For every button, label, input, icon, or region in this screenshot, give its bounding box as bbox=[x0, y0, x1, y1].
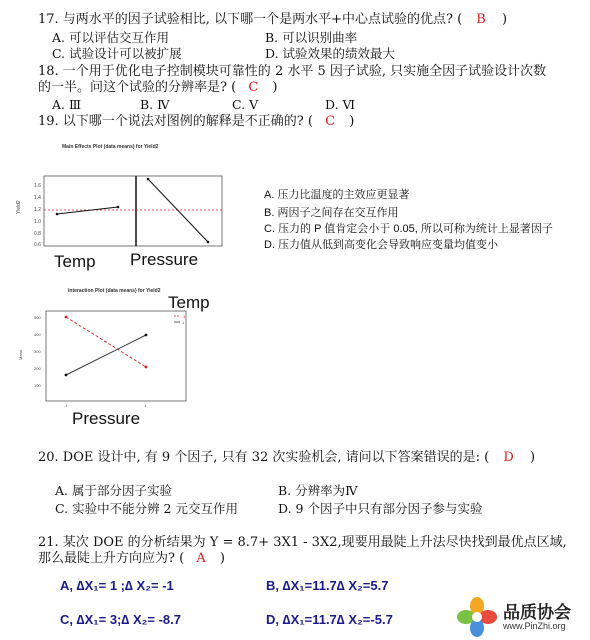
q19-stem-text: 19. 以下哪一个说法对图例的解释是不正确的? ( bbox=[38, 114, 313, 129]
interaction-plot-frame bbox=[46, 311, 186, 401]
q17-option-c: C. 试验设计可以被扩展 bbox=[52, 46, 182, 61]
interaction-xlabel: Pressure bbox=[72, 409, 141, 428]
main-plot-temp-point-high bbox=[117, 206, 120, 209]
main-plot-ylabel: Yield2 bbox=[16, 200, 22, 214]
interaction-legend-item-2: 1 bbox=[182, 320, 185, 325]
q21-line2 bbox=[38, 551, 225, 567]
interaction-ytick-2: 400 bbox=[34, 332, 41, 337]
q17-stem-text: 17. 与两水平的因子试验相比, 以下哪一个是两水平+中心点试验的优点? ( bbox=[38, 12, 463, 27]
interaction-ytick-1: 500 bbox=[34, 315, 41, 320]
logo-name: 品质协会 bbox=[503, 603, 571, 623]
q21-option-a: A, ∆X₁= 1 ;∆ X₂= -1 bbox=[60, 578, 174, 593]
q21-line2-text: 那么最陡上升方向应为? ( bbox=[38, 551, 185, 566]
main-plot-ytick-4: 1.0 bbox=[34, 219, 41, 225]
q18-line1: 18. 一个用于优化电子控制模块可靠性的 2 水平 5 因子试验, 只实施全因子试验设计次数 bbox=[38, 64, 547, 79]
q19-option-b: B. 两因子之间存在交互作用 bbox=[264, 207, 399, 219]
main-plot-pressure-point-low bbox=[147, 178, 150, 181]
interaction-plot-title: Interaction Plot (data means) for Yield2 bbox=[68, 288, 161, 294]
interaction-point-3 bbox=[65, 316, 68, 319]
interaction-ytick-4: 200 bbox=[34, 366, 41, 371]
q21-close: ) bbox=[219, 551, 225, 566]
main-plot-ytick-1: 1.6 bbox=[34, 183, 41, 189]
main-plot-ytick-2: 1.4 bbox=[34, 195, 41, 201]
main-plot-label-temp: Temp bbox=[54, 252, 96, 271]
q18-option-c: C. Ⅴ bbox=[232, 97, 259, 112]
q18-line2-text: 的一半。问这个试验的分辨率是? ( bbox=[38, 80, 237, 95]
main-plot-pressure-line bbox=[148, 179, 208, 242]
q21-option-c: C, ∆X₁= 3;∆ X₂= -8.7 bbox=[60, 612, 181, 627]
q17-stem bbox=[38, 12, 507, 28]
interaction-plot bbox=[12, 305, 202, 415]
main-plot-label-pressure: Pressure bbox=[130, 250, 199, 269]
main-effects-plot bbox=[12, 172, 252, 252]
interaction-line-temp-low bbox=[66, 317, 146, 367]
main-plot-temp-line bbox=[57, 207, 118, 214]
main-plot-temp-point-low bbox=[56, 213, 59, 216]
q19-option-d: D. 压力值从低到高变化会导致响应变量均值变小 bbox=[264, 239, 499, 251]
q19-stem bbox=[38, 114, 354, 130]
q21-answer: A bbox=[196, 551, 206, 566]
q20-stem-text: 20. DOE 设计中, 有 9 个因子, 只有 32 次实验机会, 请问以下答案错误的是: ( bbox=[38, 450, 490, 465]
q20-option-b: B. 分辨率为Ⅳ bbox=[278, 483, 358, 498]
q17-option-a: A. 可以评估交互作用 bbox=[52, 30, 169, 45]
q17-answer: B bbox=[476, 12, 486, 27]
q20-option-d: D. 9 个因子中只有部分因子参与实验 bbox=[278, 501, 483, 516]
interaction-point-1 bbox=[65, 374, 68, 377]
main-plot-left-panel bbox=[44, 176, 136, 246]
q18-option-d: D. Ⅵ bbox=[325, 97, 356, 112]
q17-option-b: B. 可以识别曲率 bbox=[265, 30, 358, 45]
interaction-legend-label: Temp bbox=[168, 293, 210, 312]
q19-answer: C bbox=[325, 114, 336, 129]
interaction-point-2 bbox=[145, 334, 148, 337]
q19-close: ) bbox=[349, 114, 355, 129]
interaction-line-temp-high bbox=[66, 335, 146, 375]
q21-option-d: D, ∆X₁=11.7∆ X₂=-5.7 bbox=[266, 612, 393, 627]
q19-option-a: A. 压力比温度的主效应更显著 bbox=[264, 189, 410, 201]
interaction-point-4 bbox=[145, 366, 148, 369]
main-plot-ytick-6: 0.6 bbox=[34, 242, 41, 248]
q18-option-a: A. Ⅲ bbox=[52, 97, 82, 112]
interaction-ytick-5: 100 bbox=[34, 383, 41, 388]
q20-close: ) bbox=[529, 450, 536, 465]
interaction-xtick-1: -1 bbox=[64, 403, 68, 408]
interaction-xtick-2: 1 bbox=[144, 403, 147, 408]
main-effects-title: Main Effects Plot (data means) for Yield2 bbox=[62, 144, 159, 150]
interaction-legend-item-1: -1 bbox=[182, 314, 186, 319]
flower-logo-icon bbox=[455, 596, 499, 638]
interaction-ylabel: Mean bbox=[18, 349, 23, 360]
main-plot-pressure-point-high bbox=[207, 241, 210, 244]
q17-option-d: D. 试验效果的绩效最大 bbox=[265, 46, 396, 61]
q20-answer: D bbox=[503, 450, 514, 465]
main-plot-ytick-3: 1.2 bbox=[34, 207, 41, 213]
q19-option-c: C. 压力的 P 值肯定会小于 0.05, 所以可称为统计上显著因子 bbox=[264, 223, 553, 235]
main-plot-ytick-5: 0.8 bbox=[34, 231, 41, 237]
q20-stem bbox=[38, 450, 535, 466]
pinzhi-logo[interactable] bbox=[455, 596, 587, 638]
q18-close: ) bbox=[272, 80, 278, 95]
q20-option-c: C. 实验中不能分辨 2 元交互作用 bbox=[55, 501, 238, 516]
logo-url: www.PinZhi.org bbox=[503, 621, 566, 631]
q21-option-b: B, ∆X₁=11.7∆ X₂=5.7 bbox=[266, 578, 389, 593]
q20-option-a: A. 属于部分因子实验 bbox=[55, 483, 172, 498]
interaction-ytick-3: 300 bbox=[34, 349, 41, 354]
q17-close: ) bbox=[501, 12, 508, 27]
q18-option-b: B. Ⅳ bbox=[140, 97, 170, 112]
q18-line2 bbox=[38, 80, 278, 96]
q21-line1: 21. 某次 DOE 的分析结果为 Y = 8.7+ 3X1 - 3X2,现要用最陡上升法尽快找到最优点区域, bbox=[38, 535, 567, 550]
q18-answer: C bbox=[248, 80, 259, 95]
